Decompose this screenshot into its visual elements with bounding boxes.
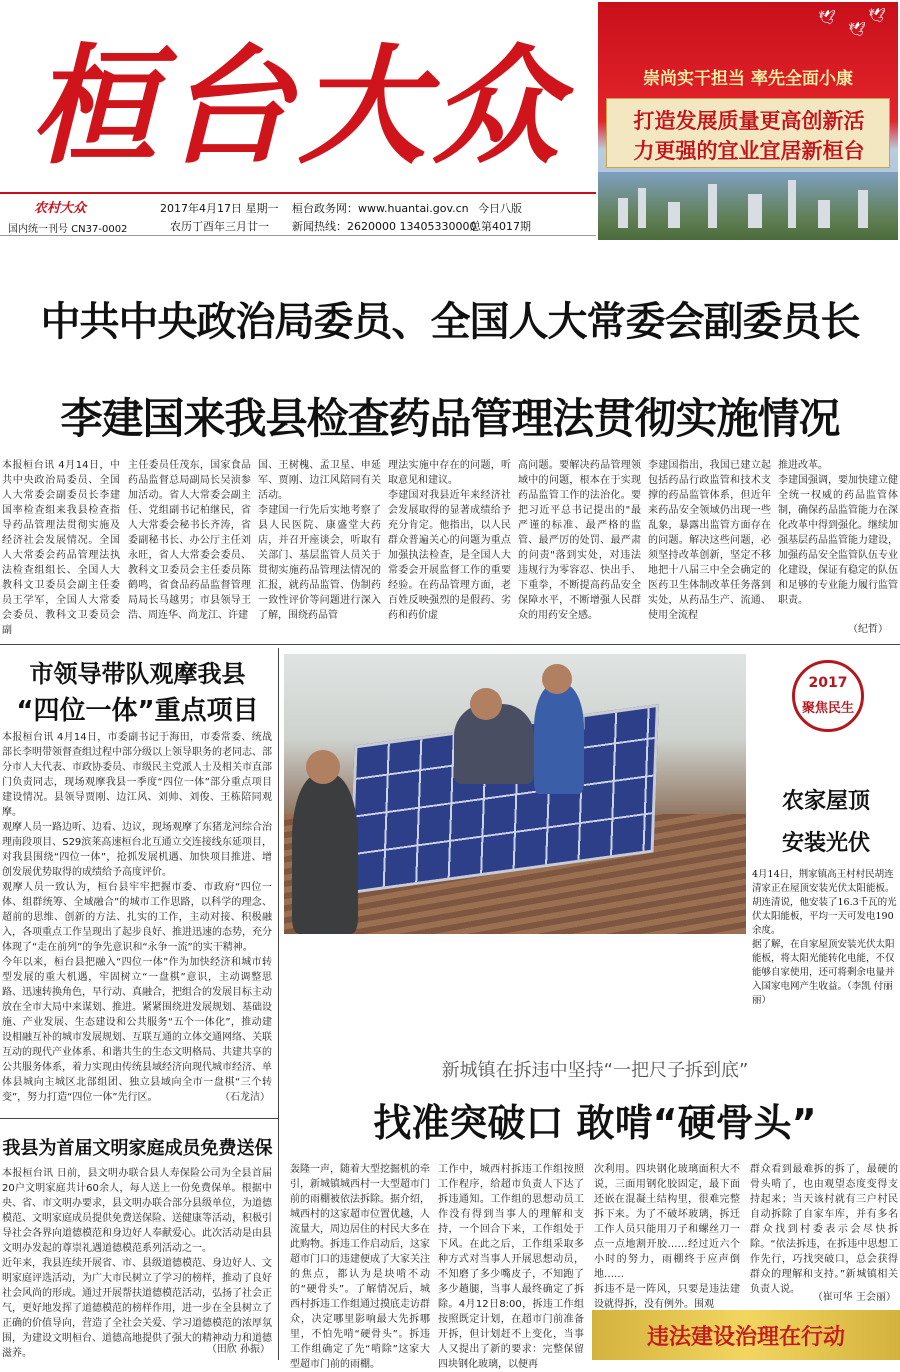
banner-slogan-2: 打造发展质量更高创新活 xyxy=(633,109,865,133)
website: 桓台政务网：www.huantai.gov.cn xyxy=(292,202,469,215)
news-hotline: 新闻热线：2620000 13405330000 xyxy=(292,220,477,233)
focus-stamp: 2017 聚焦民生 xyxy=(792,660,864,732)
article4-kicker: 新城镇在拆违中坚持“一把尺子拆到底” xyxy=(441,1060,749,1081)
article4-byline: （崔可华 王会丽） xyxy=(812,1292,896,1303)
lunar-date: 农历丁酉年三月廿一 xyxy=(170,220,269,233)
article4-col-1: 轰隆一声，随着大型挖掘机的牵引，新城镇城西村一大型超市门前的雨棚被依法拆除。据介绍，城西村的这家超市位置优越，人流量大，周边居住的村民大多在此购物。拆违工作启动后，这家超市门口的违建便成了大家关注的焦点，都认为是块啃不动的“硬骨头”。了解情况后，城西村拆违工作组通过摸底走访群众，决定哪里影响最大先拆哪里，不怕先啃“硬骨头”。拆违工作组确定了先“啃除”这家大型超市门前的雨棚。 xyxy=(290,1164,430,1370)
article3-byline: （田欣 孙振） xyxy=(206,1344,270,1355)
dove-icon: 🕊 xyxy=(848,22,866,38)
banner-slogan-3: 力更强的宜业宜居新桓台 xyxy=(633,139,865,163)
article4-title: 找准突破口 敢啃“硬骨头” xyxy=(373,1101,817,1145)
sub-logo: 农村大众 xyxy=(34,201,87,216)
city-skyline-image xyxy=(598,172,898,240)
dove-icon: 🕊 xyxy=(818,10,836,26)
divider xyxy=(0,644,900,645)
article1-col-2: 主任委员任茂东，国家食品药品监督总局副局长吴浈参加活动。省人大常委会副主任、党组副书记柏继民，省人大常委会秘书长齐涛，省委副秘书长、办公厅主任刘永旺，省人大常委会委员、教科文卫委员会主任委员陈鹤鸣，省食品药品监督管理局局长马越男；市县领导王浩、周连华、尚龙江、许建 xyxy=(128,460,251,621)
masthead xyxy=(0,0,900,240)
solar-panel-photo xyxy=(284,654,746,934)
article3-title: 我县为首届文明家庭成员免费送保 xyxy=(2,1138,273,1159)
article4-col-3: 次利用。四块钢化玻璃面积大不说，三面用钢化胶固定，最下面还嵌在混凝土结构里，很难完整拆下来。为了不破坏玻璃，拆迁工作人员只能用刀子和螺丝刀一点一点地割开胶……经过近六个小时的努力，雨棚终于应声倒地…… 拆违不是一阵风，只要是违法建设就得拆，没有例外。围观 xyxy=(594,1164,740,1310)
article1-byline: （纪哲） xyxy=(848,624,888,635)
dove-icon: 🕊 xyxy=(868,8,886,24)
divider xyxy=(0,1118,278,1119)
article3-body: 本报桓台讯 日前，县文明办联合县人寿保险公司为全县首届20户文明家庭共计60余人，每人送上一份免费保单。根据中央、省、市文明办要求，县文明办联合部分县级单位，为道德模范、文明家庭成员提供免费送保险、送健康等活动，积极引导社会各界向道德模范和身边好人奉献爱心。此次活动是由县文明办发起的尊崇礼遇道德模范系列活动之一。 近年来，我县连续开展省、市、县级道德模范、身边好人、文明家庭评选活动，为广大市民树立了学习的榜样，推动了良好社会风尚的形成。通过开展帮扶道德模范活动，弘扬了社会正气，更好地发挥了道德模范的榜样作用，进一步在全县树立了正确的价值导向，营造了全社会关爱、学习道德模范的浓厚氛围，为建设文明桓台、道德高地提供了强大的精神动力和道德滋养。 xyxy=(2,1168,272,1359)
article4-col-2: 工作中，城西村拆违工作组按照工作程序，给超市负责人下达了拆违通知。工作组的思想动员工作没有得到当事人的理解和支持，一个回合下来，工作组处于下风。在此之后，工作组采取多种方式对当事人开展思想动员，不知磨了多少嘴皮子，不知跑了多少趟腿，当事人最终确定了拆除。4月12日8:00，拆违工作组按照既定计划，在超市门前准备开拆，但计划赶不上变化，当事人又提出了新的要求：完整保留四块钢化玻璃，以便再 xyxy=(438,1164,584,1370)
footer-banner: 违法建设治理在行动 xyxy=(592,1310,900,1360)
article1-col-1: 本报桓台讯 4月14日，中共中央政治局委员、全国人大常委会副委员长李建国率检查组来我县检查指导药品管理法贯彻实施及经济社会发展情况。全国人大常委会药品管理法执法检查组组长、全国人大教科文卫委员会副主任委员王学军，全国人大常委会委员、教科文卫委员会副 xyxy=(2,460,120,636)
issue-date: 2017年4月17日 星期一 xyxy=(160,202,279,215)
edition-count: 今日八版 xyxy=(478,202,522,215)
article2-body: 本报桓台讯 4月14日，市委副书记于海田，市委常委、统战部长李明带领督查组过程中部分级以上领导职务的老同志、部分市人大代表、市政协委员、市级民主党派人士及相关市直部门负责同志，现场观摩我县一季度“四位一体”部分重点项目建设情况。县领导贾刚、边江风、刘帅、刘俊、王栋陪同观摩。 观摩人员一路边听、边看、边议，现场观摩了东猪龙河综合治理南段项目、S29滨莱高速桓台北互通立交连接线东延项目，对我县围绕“四位一体”，抢抓发展机遇、加快项目推进、增创发展优势取得的成绩给予高度评价。 观摩人员一致认为，桓台县牢牢把握市委、市政府“四位一体、组群统筹、全域融合”的城市工作思路，以科学的理念、超前的思维、创新的方法、扎实的工作，主动对接、积极融入，各项重点工作呈现出了起步良好、推进迅速的态势，充分体现了“走在前列”的争先意识和“永争一流”的实干精神。 今年以来，桓台县把融入“四位一体”作为加快经济和城市转型发展的重大机遇，牢固树立“一盘棋”意识，主动调整思路、迅速转换角色，早行动、真融合，把组合的发展目标主动放在全市大局中来谋划、推进。紧紧围绕进发展规划、基础设施、产业发展、生态建设和公共服务“五个一体化”，推动建设相融互补的城市发展规划、互联互通的立体交通网络、关联互动的现代产业体系、和谐共生的生态文明格局、共建共享的公共服务体系，着力实现由传统县域经济向现代城市经济、单体县城向主城区北部组团、独立县域向全市一盘棋“三个转变”，努力打造“四位一体”先行区。 xyxy=(2,732,272,1103)
masthead-info-bar xyxy=(0,192,596,236)
newspaper-logo: 桓台大众 xyxy=(29,32,566,182)
divider xyxy=(278,648,279,1360)
article2-title-1: 市领导带队观摩我县 xyxy=(29,660,246,688)
article1-col-5: 高问题。要解决药品管理领域中的问题，根本在于实现药品监管工作的法治化。要把习近平总书记提出的"最严谨的标准、最严格的监管、最严厉的处罚、最严肃的问责"落到实处，对违法违规行为零容忍、快出手、下重拳，不断提高药品安全保障水平，不断增强人民群众的用药安全感。 xyxy=(518,460,641,621)
headline-line-2: 李建国来我县检查药品管理法贯彻实施情况 xyxy=(60,394,840,443)
photo-title-2: 安装光伏 xyxy=(781,831,870,856)
banner-slogan-1: 崇尚实干担当 率先全面小康 xyxy=(643,69,853,89)
banner-panel xyxy=(606,98,890,168)
article1-col-7: 推进改革。 李建国强调，要加快建立健全统一权威的药品监管体制，确保药品监管能力在深化改革中得到强化。继续加强基层药品监管能力建设，加强药品安全监管队伍专业化建设，保证有稳定的队伍和足够的专业能力履行监管职责。 xyxy=(778,460,898,606)
article2-title-2: “四位一体”重点项目 xyxy=(16,696,259,726)
photo-caption: 4月14日，荆家镇高王村村民胡连清家正在屋顶安装光伏太阳能板。胡连清说，他安装了16.3千瓦的光伏太阳能板，平均一天可发电190余度。 据了解，在自家屋顶安装光伏太阳能板，将太阳光能转化电能，不仅能够自家使用，还可将剩余电量并入国家电网产生收益。（李凯 付丽丽） xyxy=(752,869,897,1006)
article4-col-4: 群众看到最难拆的拆了，最硬的骨头啃了，也由观望态度变得支持起来；当天该村就有三户村民自动拆除了自家车库，并有多名群众找到村委表示会尽快拆除。“依法拆违，在拆违中思想工作先行，巧找突破口，总会获得群众的理解和支持。”新城镇相关负责人说。 xyxy=(750,1164,898,1295)
photo-title-1: 农家屋顶 xyxy=(781,789,870,814)
article1-col-4: 理法实施中存在的问题，听取意见和建议。 李建国对我县近年来经济社会发展取得的显著成绩给予充分肯定。他指出，以人民群众普遍关心的问题为重点加强执法检查，是全国人大常委会开展监督工作的重要经验。在药品管理方面，老百姓反映强烈的是假药、劣药和药价虚 xyxy=(388,460,511,621)
article1-col-6: 李建国指出，我国已建立起包括药品行政监管和技术支撑的药品监管体系，但近年来药品安全领域仍出现一些乱象，暴露出监管方面存在的问题。解决这些问题，必须坚持改革创新，坚定不移地把十八届三中全会确定的医药卫生体制改革任务落到实处，从药品生产、流通、使用全流程 xyxy=(648,460,771,621)
article2-byline: （石龙洁） xyxy=(220,1092,270,1103)
article1-col-3: 国、王树槐、孟卫星、申延军、贾刚、边江风陪同有关活动。 李建国一行先后实地考察了县人民医院、康盛堂大药店，并召开座谈会，听取有关部门、基层监管人员关于贯彻实施药品管理法情况的汇报，就药品监管、伪制药一致性评价等问题进行深入了解，围绕药品管 xyxy=(258,460,381,621)
issue-number: 总第4017期 xyxy=(470,220,531,233)
headline-line-1: 中共中央政治局委员、全国人大常委会副委员长 xyxy=(40,299,860,345)
slogan-banner xyxy=(598,2,898,240)
issn: 国内统一刊号 CN37-0002 xyxy=(8,224,128,235)
